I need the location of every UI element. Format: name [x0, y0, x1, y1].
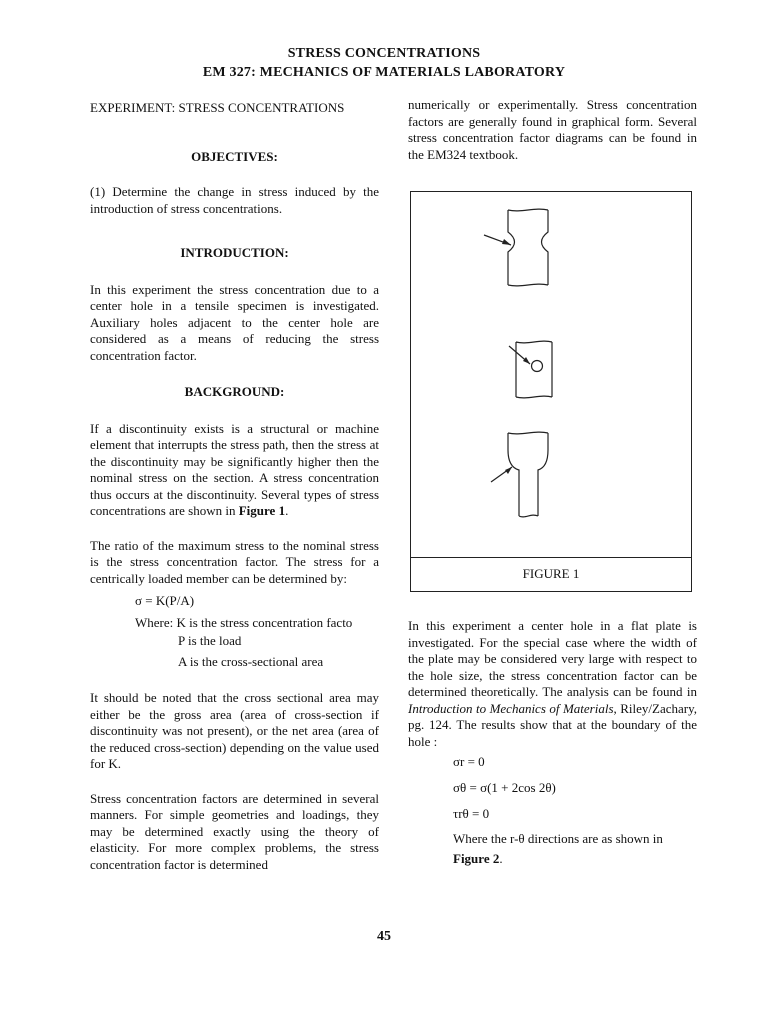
header-title: STRESS CONCENTRATIONS: [287, 46, 481, 61]
header-course: EM 327: MECHANICS OF MATERIALS LABORATORY: [202, 65, 566, 80]
directions-text: Where the r-θ directions are as shown in: [453, 831, 663, 846]
where-a: A is the cross-sectional area: [178, 653, 324, 669]
background-paragraph-2: The ratio of the maximum stress to the nominal stress is the stress concentration factor. The stress for a centrically loaded member can be determined by:: [90, 537, 379, 586]
figure-2-line: [453, 851, 703, 867]
figure-1-reference: Figure 1: [238, 503, 286, 518]
objective-1: (1) Determine the change in stress induced by the introduction of stress concentrations.: [90, 184, 379, 216]
left-column: [90, 100, 379, 873]
background-text: If a discontinuity exists is a structural or machine element that interrupts the stress path, then the stress at the discontinuity may be significantly higher then the nominal stress on the section. A stress concentration thus occurs at the discontinuity. Several types of stress concentrations are shown in: [90, 420, 379, 518]
introduction-text: In this experiment the stress concentration due to a center hole in a tensile specimen is investigated. Auxiliary holes adjacent to the center hole are considered as a means of reducing the stress concentration factor.: [90, 281, 379, 363]
stress-formula: σ = K(P/A): [135, 593, 195, 608]
page-number: 45: [377, 929, 391, 944]
book-title: Introduction to Mechanics of Materials: [408, 700, 614, 716]
background-period: .: [285, 503, 289, 518]
hole-arrowhead: [523, 357, 530, 364]
notch-arrowhead: [502, 239, 511, 245]
page-header: [0, 44, 768, 82]
figure-2-period: .: [499, 851, 503, 866]
where-p: P is the load: [178, 633, 242, 648]
where-k: Where: K is the stress concentration facto: [135, 614, 353, 630]
stress-concentration-diagrams: [411, 192, 691, 557]
background-heading: BACKGROUND:: [184, 384, 285, 399]
equation-sigma-theta: σθ = σ(1 + 2cos 2θ): [453, 780, 556, 795]
center-hole: [532, 361, 543, 372]
area-note: It should be noted that the cross sectional area may either be the gross area (area of cross-section if discontinuity was not present), or the net area (area of the reduced cross-section) depending on the value used for K.: [90, 690, 379, 771]
experiment-paragraph: [408, 618, 697, 750]
background-paragraph-1: [90, 421, 379, 520]
right-column: [408, 97, 697, 163]
methods-paragraph: Stress concentration factors are determined in several manners. For simple geometries and loadings, they may be determined exactly using the theory of elasticity. For more complex problems, the stress concentration factor is determined: [90, 790, 379, 872]
experiment-title: EXPERIMENT: STRESS CONCENTRATIONS: [90, 100, 345, 115]
figure-1-caption: FIGURE 1: [522, 566, 580, 581]
figure-1-box: [410, 191, 692, 592]
equation-sigma-r: σr = 0: [453, 754, 485, 769]
right-column-lower: [408, 618, 697, 750]
experiment-text-end: , Riley/Zachary, pg. 124. The results show that at the boundary of the hole :: [408, 700, 697, 749]
caption-divider: [411, 557, 691, 558]
holed-specimen: [516, 341, 552, 398]
notched-specimen: [508, 209, 548, 286]
figure-2-reference: Figure 2: [453, 851, 500, 866]
equation-tau-r-theta: τrθ = 0: [453, 806, 490, 821]
objectives-heading: OBJECTIVES:: [191, 148, 278, 164]
fillet-specimen: [508, 432, 548, 517]
continuation-paragraph: numerically or experimentally. Stress concentration factors are generally found in graphical form. Several stress concentration factor diagrams can be found in the EM324 textbook.: [408, 97, 697, 162]
experiment-text: In this experiment a center hole in a flat plate is investigated. For the special case where the width of the plate may be considered very large with respect to the hole size, the stress concentration factor can be determined theoretically. The analysis can be found in: [408, 618, 697, 699]
fillet-arrowhead: [505, 467, 512, 474]
directions-note: [453, 831, 703, 867]
introduction-heading: INTRODUCTION:: [180, 245, 289, 260]
